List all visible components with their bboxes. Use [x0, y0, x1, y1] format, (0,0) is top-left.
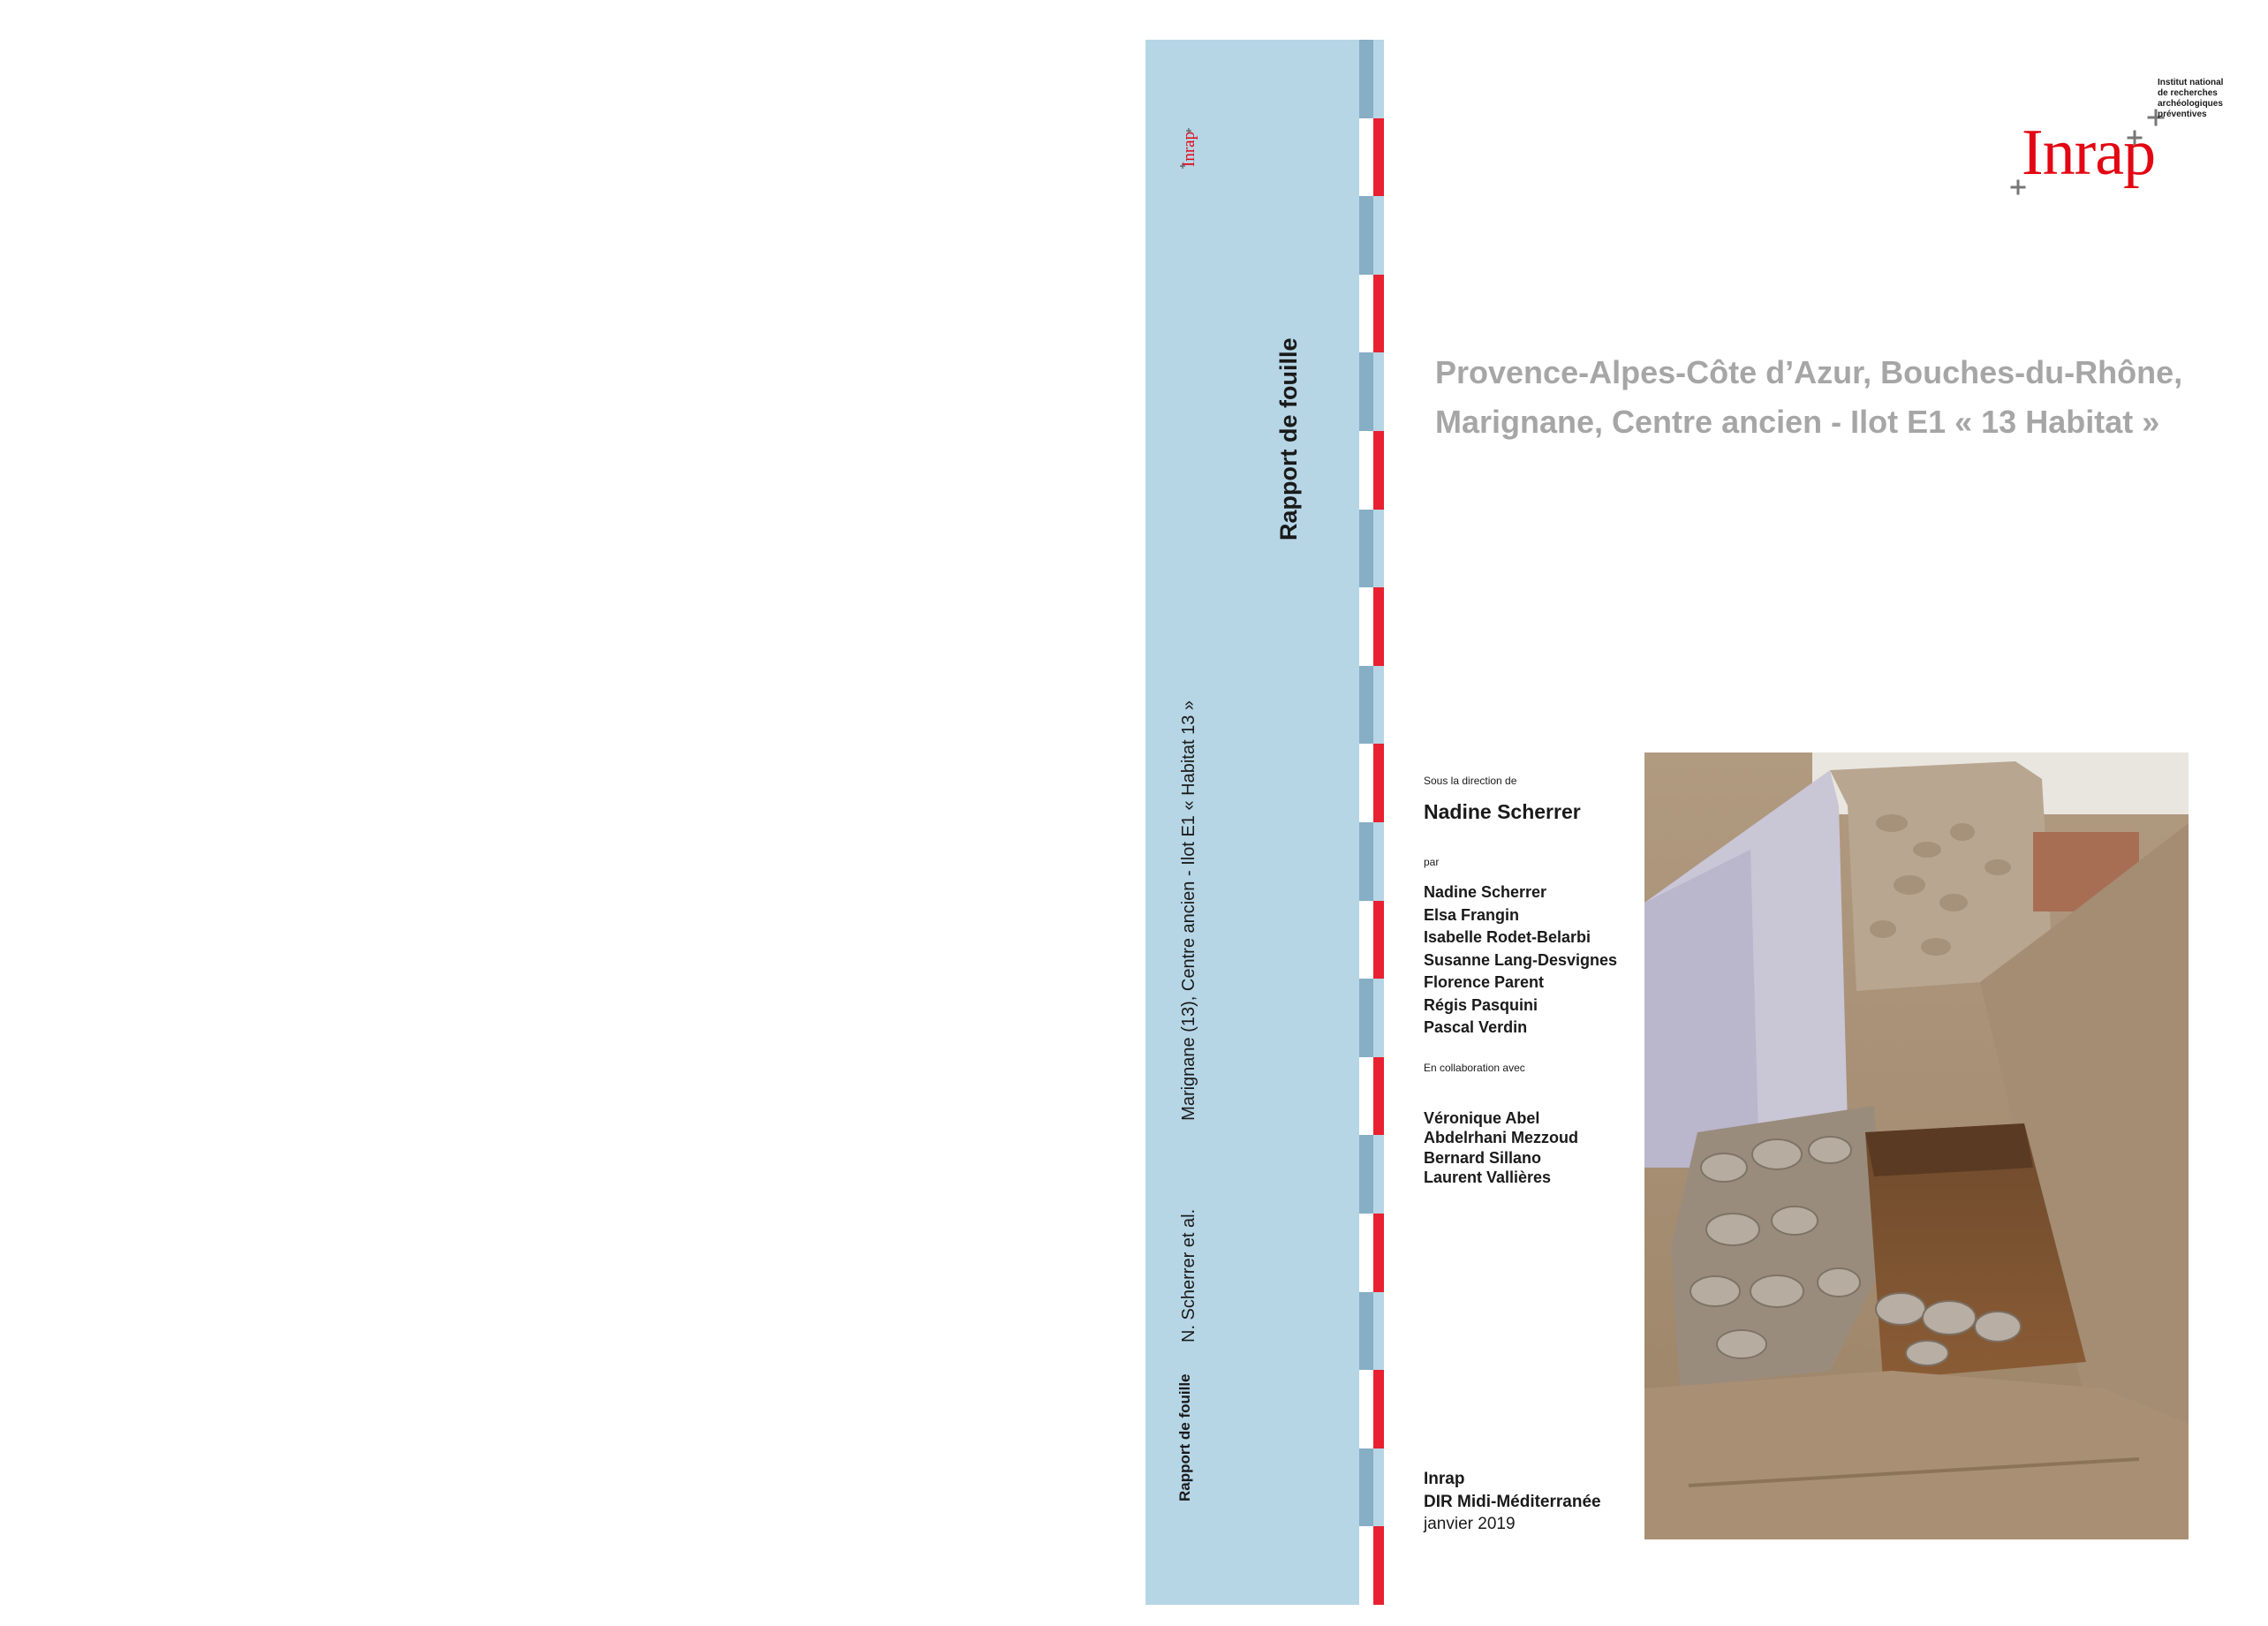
svg-text:Inrap: Inrap [1180, 131, 1198, 167]
stripe-segment [1359, 587, 1384, 666]
spine-citation [1179, 700, 1199, 1342]
stripe-segment [1359, 1292, 1384, 1371]
title-line-1: Provence-Alpes-Côte d’Azur, Bouches-du-Rhône, [1435, 354, 2183, 390]
stripe-segment [1359, 822, 1384, 901]
collaborators-list [1424, 1108, 1636, 1188]
stripe-segment [1359, 275, 1384, 353]
collaborator-name: Bernard Sillano [1424, 1148, 1542, 1167]
collaboration-label: En collaboration avec [1424, 1061, 1525, 1074]
spine-site: Marignane (13), Centre ancien - Ilot E1 « Habitat 13 » [1179, 700, 1198, 1121]
stripe-segment [1359, 1526, 1384, 1605]
stripe-segment [1359, 744, 1384, 822]
excavation-photo [1644, 752, 2189, 1539]
stripe-segment [1359, 901, 1384, 979]
stripe-segment [1359, 666, 1384, 745]
inrap-spine-logo [1173, 126, 1199, 170]
collaborator-name: Laurent Vallières [1424, 1168, 1552, 1186]
publisher-block [1424, 1468, 1601, 1536]
publication-date: janvier 2019 [1424, 1515, 1516, 1533]
spine-title: Rapport de fouille [1275, 337, 1302, 541]
inrap-logo [2003, 74, 2224, 198]
stripe-segment [1359, 1370, 1384, 1448]
author-name: Régis Pasquini [1424, 995, 1538, 1014]
stripe-segment [1359, 431, 1384, 510]
report-title [1435, 348, 2212, 447]
credits-block [1424, 774, 1636, 1188]
stripe-segment [1359, 979, 1384, 1057]
collaborator-name: Abdelrhani Mezzoud [1424, 1129, 1578, 1146]
logo-wordmark: Inrap [2022, 117, 2156, 189]
publisher-org: Inrap [1424, 1470, 1465, 1488]
stripe-segment [1359, 1214, 1384, 1292]
spine-stripe-band [1359, 40, 1384, 1605]
author-name: Susanne Lang-Desvignes [1424, 950, 1618, 969]
stripe-segment [1359, 118, 1384, 197]
author-name: Florence Parent [1424, 973, 1545, 991]
stripe-segment [1359, 1057, 1384, 1136]
stripe-segment [1359, 352, 1384, 431]
stripe-segment [1359, 1448, 1384, 1527]
spine-panel [1145, 40, 1359, 1605]
excavation-photo-image [1644, 752, 2189, 1539]
spine-author: N. Scherrer et al. [1179, 1208, 1198, 1342]
author-name: Elsa Frangin [1424, 905, 1520, 924]
stripe-segment [1359, 510, 1384, 588]
publisher-department: DIR Midi-Méditerranée [1424, 1492, 1601, 1511]
author-name: Isabelle Rodet-Belarbi [1424, 928, 1591, 946]
stripe-segment [1359, 1135, 1384, 1214]
stripe-segment [1359, 40, 1384, 118]
authors-label: par [1424, 856, 1440, 868]
authors-list [1424, 881, 1636, 1040]
title-line-2: Marignane, Centre ancien - Ilot E1 « 13 Habitat » [1435, 404, 2160, 440]
collaborator-name: Véronique Abel [1424, 1108, 1540, 1127]
director-name: Nadine Scherrer [1424, 800, 1581, 823]
stripe-segment [1359, 196, 1384, 275]
direction-label: Sous la direction de [1424, 775, 1517, 787]
logo-subtitle: Institut national de recherches archéologiques préventives [2158, 78, 2224, 119]
spine-bottom-label: Rapport de fouille [1176, 1373, 1193, 1501]
author-name: Nadine Scherrer [1424, 883, 1547, 901]
author-name: Pascal Verdin [1424, 1018, 1528, 1036]
